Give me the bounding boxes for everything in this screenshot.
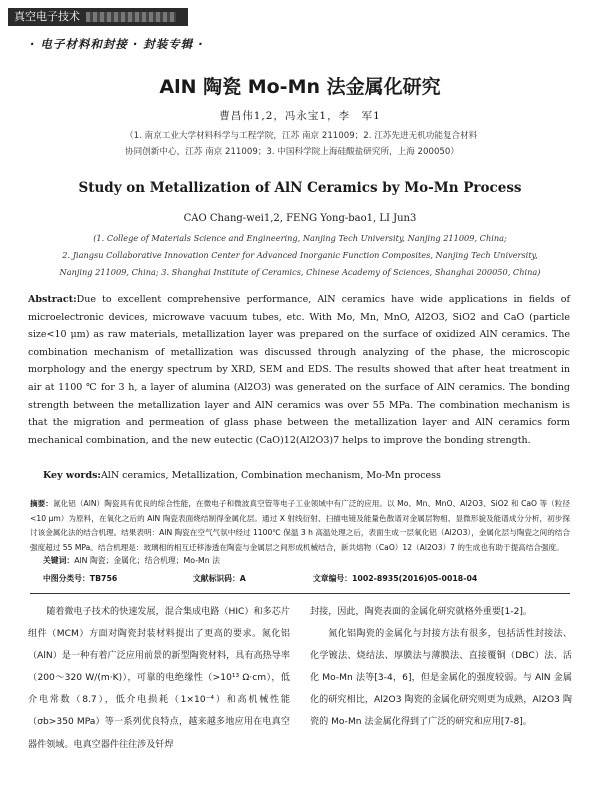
- affiliation-line: Nanjing 211009, China; 3. Shanghai Institute of Ceramics, Chinese Academy of Sciences, Shanghai 200050, China): [59, 267, 541, 277]
- column-tag: · 电子材料和封接 · 封装专辑 ·: [30, 37, 204, 51]
- keywords-english: [43, 468, 570, 484]
- keywords-text: AlN ceramics, Metallization, Combination mechanism, Mo-Mn process: [100, 470, 441, 481]
- article-id: 文章编号：1002-8935(2016)05-0018-04: [313, 574, 478, 583]
- affiliation-line: (1. College of Materials Science and Engineering, Nanjing Tech University, Nanjing 211009, China;: [93, 233, 507, 243]
- keywords-text: AlN 陶瓷；金属化；结合机理；Mo-Mn 法: [74, 556, 220, 565]
- abstract-text: 氮化铝（AlN）陶瓷具有优良的综合性能，在微电子和微波真空管等电子工业领域中有广泛的应用。以 Mo、Mn、MnO、Al2O3、SiO2 和 CaO 等（粒径<10 μm）为原料，在氧化之后的 AlN 陶瓷表面烧结制得金属化层。通过 X 射线衍射、扫描电镜及能量色散谱对金属层物相、显微形貌及能谱成分分析，初步探讨该金属化法的结合机理。结果表明：AlN 陶瓷在空气气氛中经过 1100℃ 保温 3 h 高温处理之后，表面生成一层氧化铝（Al2O3），金属化层与陶瓷之间的结合强度超过 55 MPa。结合机理是：玻璃相的相互迁移渗透在陶瓷与金属层之间形成机械结合，新共熔物（CaO）12（Al2O3）7 的生成也有助于提高结合强度。: [30, 499, 571, 552]
- title-english: Study on Metallization of AlN Ceramics by Mo-Mn Process: [78, 180, 522, 196]
- affiliation-line: 2. Jiangsu Collaborative Innovation Center for Advanced Inorganic Function Composites, Nanjing Tech University,: [62, 250, 538, 260]
- keywords-label: 关键词：: [43, 556, 75, 565]
- body-paragraph: 随着微电子技术的快速发展，混合集成电路（HIC）和多芯片组件（MCM）方面对陶瓷封装材料提出了更高的要求。氮化铝（AlN）是一种有着广泛应用前景的新型陶瓷材料，具有高热导率（200～320 W/(m·K)），可靠的电绝缘性（>10¹³ Ω·cm），低介电常数（8.7），低介电损耗（1×10⁻⁴）和高机械性能（σb>350 MPa）等一系列优良特点，越来越多地应用在电真空器件领域。电真空器件往往涉及钎焊: [28, 607, 290, 750]
- affiliation-line: 协同创新中心，江苏 南京 211009；3. 中国科学院上海硅酸盐研究所，上海 200050）: [125, 147, 459, 157]
- clc-number: 中图分类号：TB756: [43, 574, 118, 583]
- section-divider: [30, 593, 570, 594]
- title-chinese: AlN 陶瓷 Mo-Mn 法金属化研究: [159, 76, 441, 98]
- classification-line: [43, 572, 570, 586]
- abstract-label: 摘要：: [30, 499, 53, 508]
- document-code: 文献标识码：A: [193, 574, 246, 583]
- abstract-chinese: [30, 497, 570, 555]
- abstract-text: Due to excellent comprehensive performance, AlN ceramics have wide applications in fields of microelectronic devices, microwave vacuum tubes, etc. With Mo, Mn, MnO, Al2O3, SiO2 and CaO (particle size<10 μm) as raw materials, metallization layer was prepared on the surface of oxidized AlN ceramics. The combination mechanism of metallization was discussed through analyzing of the phase, the microscopic morphology and the energy spectrum by XRD, SEM and EDS. The results showed that after heat treatment in air at 1100 ℃ for 3 h, a layer of alumina (Al2O3) was generated on the surface of AlN ceramics. The bonding strength between the metallization layer and AlN ceramics was over 55 MPa. The combination mechanism is that the migration and permeation of glass phase between the metallization layer and AlN ceramics form mechanical combination, and the new eutectic (CaO)12(Al2O3)7 helps to improve the bonding strength.: [28, 294, 570, 446]
- authors-english: CAO Chang-wei1,2, FENG Yong-bao1, LI Jun3: [183, 213, 417, 224]
- body-paragraph: 氮化铝陶瓷的金属化与封接方法有很多，包括活性封接法、化学镀法、烧结法、厚膜法与薄膜法、直接覆铜（DBC）法、活化 Mo-Mn 法等[3-4，6]，但是金属化的强度较弱。与 AlN 金属化的研究相比，Al2O3 陶瓷的金属化研究则更为成熟，Al2O3 陶瓷的 Mo-Mn 法金属化得到了广泛的研究和应用[7-8]。: [310, 629, 572, 728]
- abstract-label: Abstract:: [28, 294, 77, 305]
- journal-header-decoration: [86, 12, 176, 22]
- journal-label: 真空电子技术: [14, 10, 80, 23]
- body-column-right: [310, 601, 572, 734]
- journal-header-bar: [8, 8, 188, 26]
- affiliations-chinese: [125, 128, 515, 160]
- affiliations-english: [20, 230, 580, 281]
- abstract-english: [28, 291, 570, 449]
- body-column-left: [28, 601, 290, 756]
- keywords-label: Key words:: [43, 470, 101, 481]
- affiliation-line: （1. 南京工业大学材料科学与工程学院，江苏 南京 211009；2. 江苏先进无机功能复合材料: [125, 131, 478, 141]
- body-paragraph: 封接，因此，陶瓷表面的金属化研究就格外重要[1-2]。: [310, 607, 533, 617]
- authors-chinese: 曹昌伟1,2，冯永宝1，李 军1: [219, 110, 381, 122]
- keywords-chinese: [43, 554, 570, 568]
